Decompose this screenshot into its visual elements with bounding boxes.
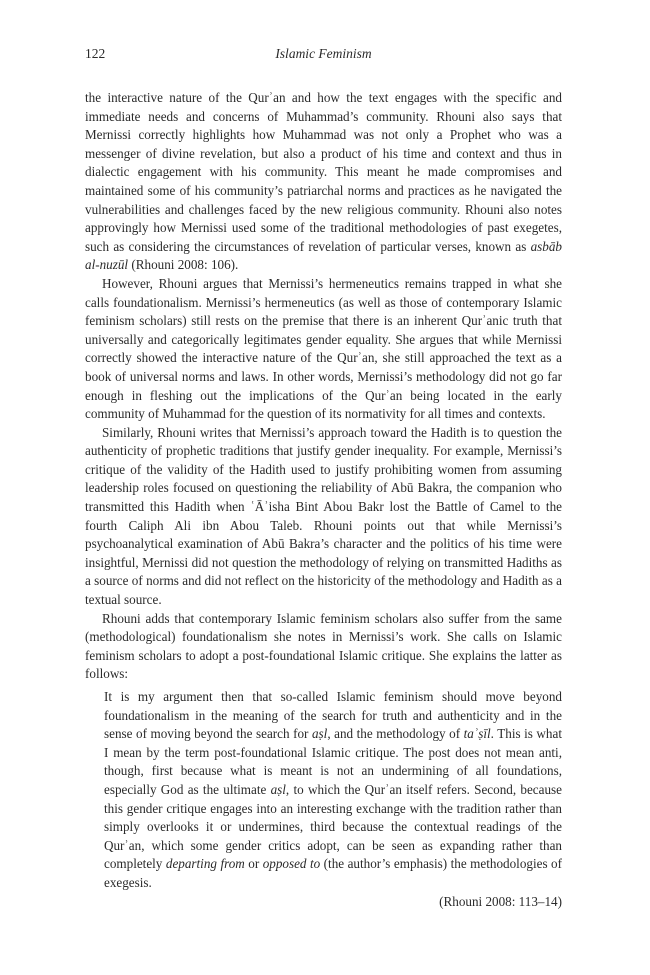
quote-italic-term: opposed to [262,856,321,872]
paragraph-1 [85,89,562,275]
running-title: Islamic Feminism [275,46,372,61]
quote-segment: , to which the Qurʾan itself refers. Second, because this gender critique engages into an interesting exchange with the tradition rather than simply overlooks it or undermines, third because the contextual readings of the Qurʾan, which some gender critics adopt, can be seen as expanding rather than completely [104,781,562,872]
paragraph-1-text: the interactive nature of the Qurʾan and how the text engages with the specific and immediate needs and concerns of Muhammad’s community. Rhouni also says that Mernissi correctly highlights how Muhammad was not only a Prophet who was a messenger of divine revelation, but also a product of his time and context and thus in dialectic engagement with his community. This meant he made compromises and maintained some of his community’s patriarchal norms and practices as he navigated the vulnerabilities and challenges faced by the new religious community. Rhouni also notes approvingly how Mernissi used some of the traditional methodologies of past exegetes, such as considering the circumstances of revelation of particular verses, known as [85,90,562,254]
quote-segment: . This is what I mean by the term post-foundational Islamic critique. The post does not mean anti, though, first because what is meant is not an undermining of all foundations, especially God as the ultimate [104,726,562,797]
page-header [85,46,562,66]
paragraph-1-italic-term: asbāb al-nuzūl [85,238,562,273]
quote-segment: It is my argument then that so-called Islamic feminism should move beyond foundationalism in the meaning of the search for truth and authenticity and in the sense of moving beyond the search for [104,689,562,742]
quote-italic-term: aṣl [270,781,286,797]
paragraph-2: However, Rhouni argues that Mernissi’s hermeneutics remains trapped in what she calls foundationalism. Mernissi’s hermeneutics (as well as those of contemporary Islamic feminism scholars) still rests on the premise that there is an inherent Qurʾanic truth that universally and categorically legitimates gender equality. She argues that while Mernissi correctly showed the interactive nature of the Qurʾan, she still approached the text as a book of universal norms and laws. In other words, Mernissi’s methodology did not go far enough in fleshing out the implications of the Qurʾan being located in the early community of Muhammad for the question of its normativity for all times and contexts. [85,275,562,422]
quote-segment: or [244,856,263,872]
paragraph-4: Rhouni adds that contemporary Islamic feminism scholars also suffer from the same (methodological) foundationalism she notes in Mernissi’s work. She calls on Islamic feminism scholars to adopt a post-foundational Islamic critique. She explains the latter as follows: [85,610,562,682]
block-quote-text [104,688,562,893]
body-text [85,89,562,684]
block-quote [104,688,562,911]
quote-citation: (Rhouni 2008: 113–14) [439,893,562,909]
quote-segment: (the author’s emphasis) the methodologies of exegesis. [104,856,562,890]
quote-italic-term: taʾṣīl [463,726,491,742]
paragraph-1-citation: (Rhouni 2008: 106). [128,257,239,273]
quote-italic-term: aṣl [311,726,328,742]
quote-segment: , and the methodology of [327,726,464,742]
paragraph-3: Similarly, Rhouni writes that Mernissi’s approach toward the Hadith is to question the authenticity of prophetic traditions that justify gender inequality. For example, Mernissi’s critique of the validity of the Hadith used to justify prohibiting women from assuming leadership roles focused on questioning the reliability of Abū Bakra, the companion who transmitted this Hadith when ʿĀʾisha Bint Abou Bakr lost the Battle of Camel to the fourth Caliph Ali ibn Abou Taleb. Rhouni points out that while Mernissi’s psychoanalytical examination of Abū Bakra’s character and the politics of his time were insightful, Mernissi did not question the methodology of relying on transmitted Hadiths as a source of norms and did not reflect on the historicity of the methodology and Hadith as a textual source. [85,424,562,608]
page-number: 122 [85,46,106,61]
quote-italic-term: departing from [165,856,245,872]
